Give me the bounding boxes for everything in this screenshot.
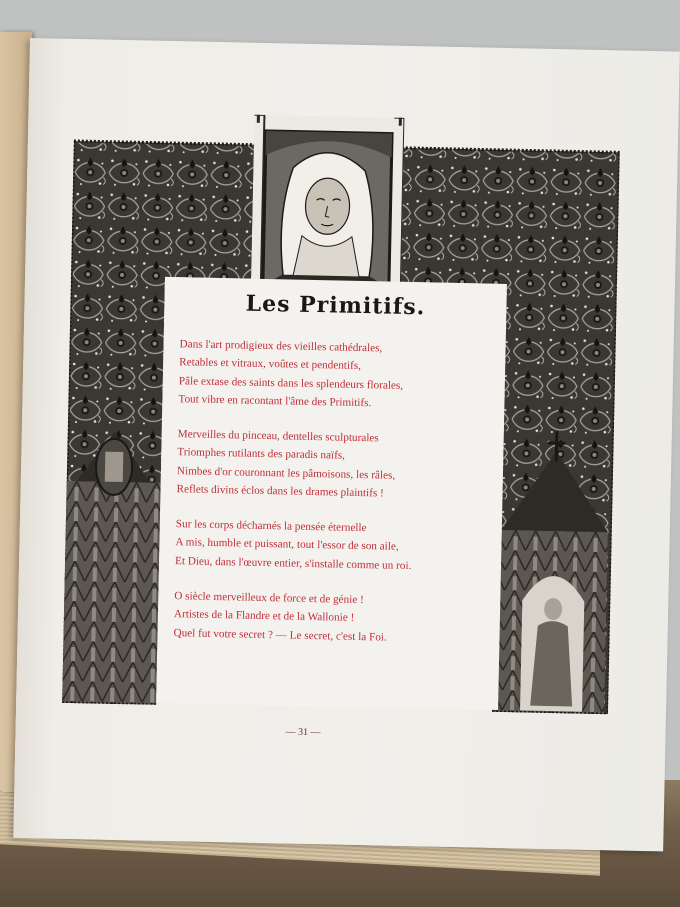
poem-line: Tout vibre en racontant l'âme des Primitifs. <box>178 393 372 410</box>
stanza <box>175 515 496 577</box>
poem-line: O siècle merveilleux de force et de génie ! <box>174 590 364 607</box>
poem-line: Artistes de la Flandre et de la Wallonie ! <box>173 608 355 625</box>
poem-line: A mis, humble et puissant, tout l'essor de son aile, <box>175 536 399 554</box>
poem-line: Quel fut votre secret ? — Le secret, c'est la Foi. <box>173 626 387 644</box>
poem-line: Reflets divins éclos dans les drames plaintifs ! <box>176 483 384 500</box>
poem-line: Sur les corps décharnés la pensée éternelle <box>175 518 367 535</box>
ornamental-frame <box>62 121 620 714</box>
poem-line: Dans l'art prodigieux des vieilles cathédrales, <box>179 338 383 355</box>
poem-title: Les Primitifs. <box>245 290 426 321</box>
poem-line: Pâle extase des saints dans les splendeurs florales, <box>178 374 404 392</box>
stanza <box>173 587 494 649</box>
stanza <box>176 425 497 505</box>
poem-panel <box>156 277 507 710</box>
poem-line: Retables et vitraux, voûtes et pendentifs, <box>179 356 362 373</box>
poem-line: Nimbes d'or couronnant les pâmoisons, les râles, <box>176 464 396 482</box>
portrait-illustration <box>251 115 405 300</box>
reliquary-illustration <box>62 481 161 705</box>
poem-line: Et Dieu, dans l'œuvre entier, s'installe comme un roi. <box>174 554 412 572</box>
poem-line: Triomphes rutilants des paradis naïfs, <box>177 446 346 462</box>
stanza <box>178 335 499 415</box>
poem-line: Merveilles du pinceau, dentelles sculpturales <box>177 428 379 445</box>
book-page <box>13 38 680 851</box>
page-number: — 31 — <box>285 726 321 739</box>
